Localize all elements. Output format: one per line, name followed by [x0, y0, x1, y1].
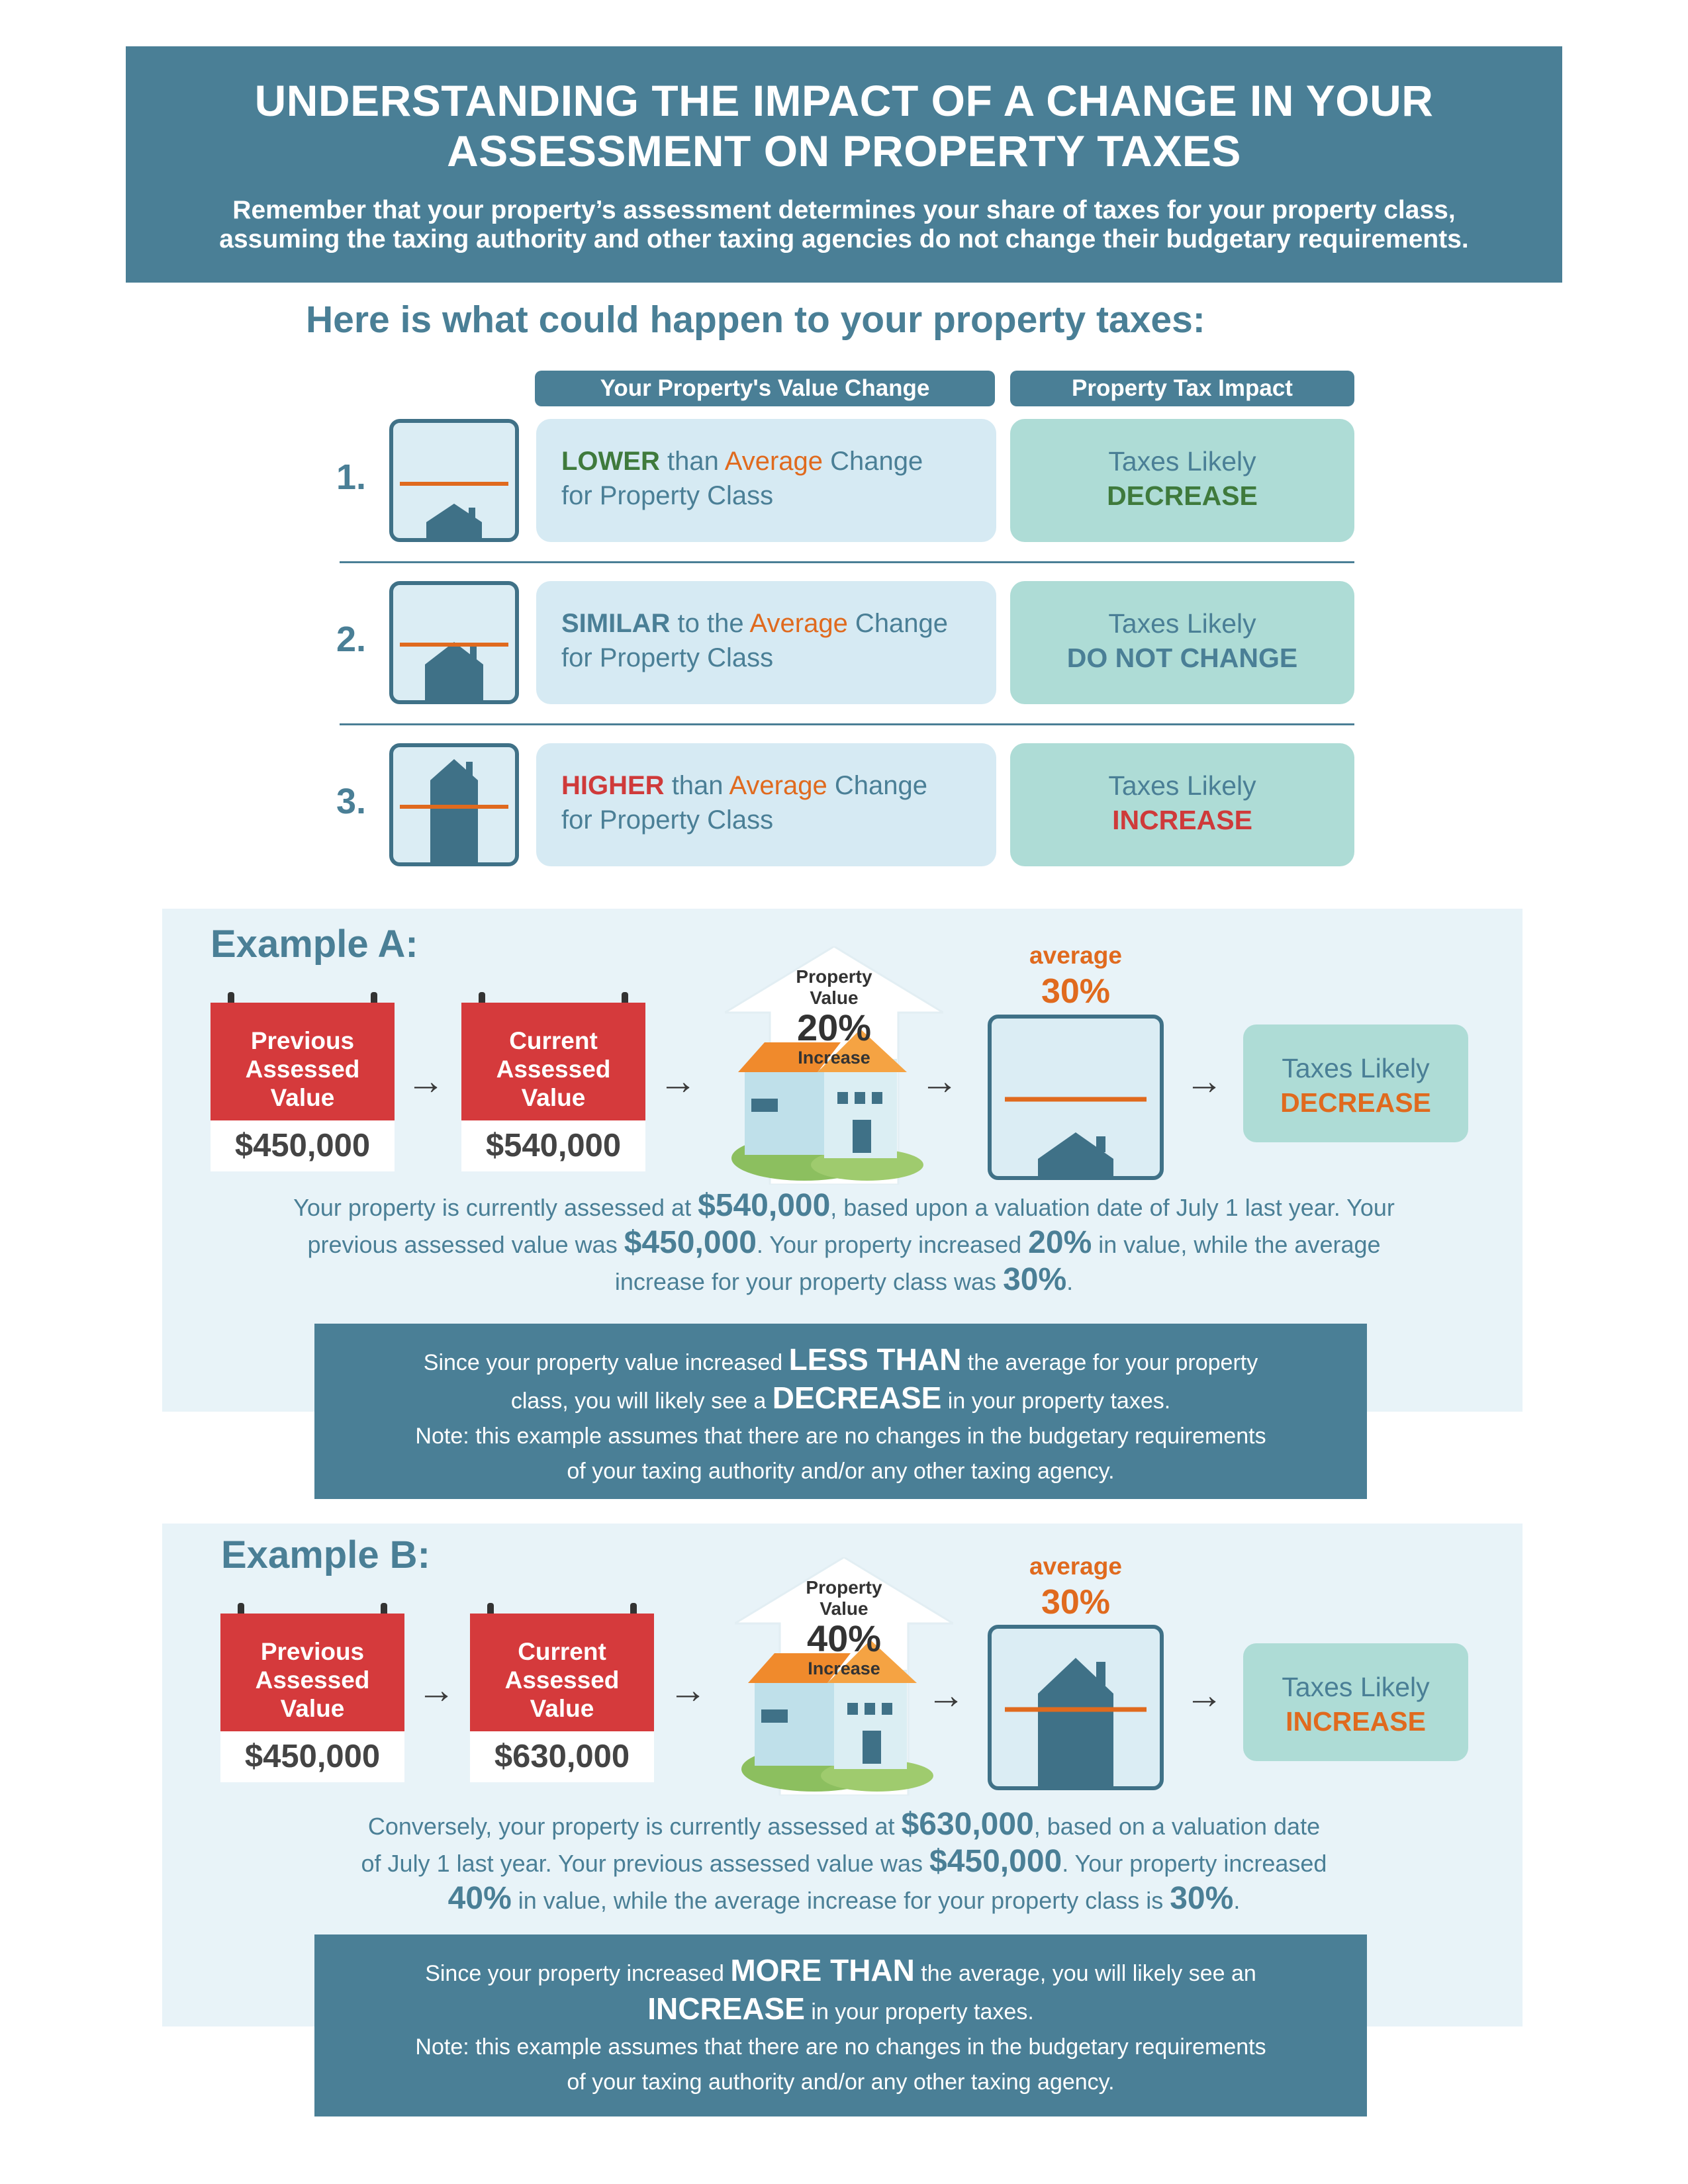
result-increase: INCREASE: [1286, 1706, 1426, 1737]
property-value-increase-graphic: [725, 946, 943, 1185]
note-emphasis: INCREASE: [647, 1991, 805, 2026]
example-b-note: [314, 1934, 1367, 2116]
calendar-header: [211, 1003, 395, 1120]
example-a-description: [199, 1188, 1489, 1299]
note-text: the average, you will likely see an: [914, 1961, 1256, 1986]
keyword-similar: SIMILAR: [561, 609, 671, 638]
para-text: .: [1066, 1268, 1074, 1295]
impact-box-3: [1010, 743, 1354, 866]
increase-label: Increase: [808, 1659, 880, 1678]
average-value: 30%: [1041, 972, 1111, 1011]
para-value: $450,000: [624, 1225, 757, 1260]
cal-label: Previous: [260, 1638, 365, 1665]
calendar-header: [470, 1614, 654, 1731]
column-header-tax-impact: Property Tax Impact: [1010, 371, 1354, 406]
para-text: increase for your property class was: [614, 1268, 1004, 1295]
change-box-3: [536, 743, 996, 866]
current-value-calendar: [461, 1003, 645, 1171]
current-value: $540,000: [461, 1120, 645, 1171]
change-text: Change: [827, 771, 927, 800]
keyword-lower: LOWER: [561, 447, 660, 476]
para-text: in value, while the average: [1092, 1231, 1381, 1258]
subtitle-line-1: Remember that your property’s assessment determines your share of taxes for your property class,: [232, 196, 1456, 224]
row-divider: [340, 561, 1354, 563]
current-value: $630,000: [470, 1731, 654, 1782]
cal-label: Assessed: [255, 1666, 370, 1694]
note-text: in your property taxes.: [941, 1388, 1171, 1414]
para-text: Conversely, your property is currently assessed at: [367, 1813, 902, 1840]
para-text: in value, while the average increase for your property class is: [511, 1887, 1170, 1914]
cal-label: Value: [280, 1695, 345, 1722]
cal-label: Previous: [250, 1027, 355, 1054]
impact-increase: INCREASE: [1112, 805, 1252, 835]
right-arrow-icon: →: [417, 1668, 455, 1711]
lower-change-house-icon: [389, 419, 519, 542]
impact-box-1: [1010, 419, 1354, 542]
header-subtitle: [165, 196, 1523, 254]
higher-change-house-icon: [389, 743, 519, 866]
impact-decrease: DECREASE: [1107, 480, 1258, 511]
impact-line-1: Taxes Likely: [1108, 770, 1256, 801]
note-text: Since your property increased: [425, 1961, 731, 1986]
note-text: Since your property value increased: [423, 1350, 789, 1375]
note-disclaimer: Note: this example assumes that there are no changes in the budgetary requirements: [415, 2034, 1266, 2060]
right-arrow-icon: →: [1185, 1674, 1223, 1717]
para-text: , based upon a valuation date of July 1 last year. Your: [830, 1194, 1395, 1221]
arrow-label: Value: [820, 1598, 868, 1619]
change-text: than: [659, 447, 725, 476]
para-value: 30%: [1170, 1881, 1234, 1916]
impact-no-change: DO NOT CHANGE: [1066, 643, 1298, 673]
result-decrease: DECREASE: [1280, 1087, 1431, 1118]
note-disclaimer: of your taxing authority and/or any other taxing agency.: [567, 2070, 1115, 2095]
note-disclaimer: Note: this example assumes that there are no changes in the budgetary requirements: [415, 1424, 1266, 1449]
note-emphasis: LESS THAN: [788, 1342, 962, 1377]
para-text: .: [1233, 1887, 1241, 1914]
para-text: . Your property increased: [1062, 1850, 1327, 1877]
cal-label: Assessed: [504, 1666, 620, 1694]
right-arrow-icon: →: [1185, 1060, 1223, 1103]
cal-label: Value: [521, 1084, 586, 1111]
para-text: Your property is currently assessed at: [293, 1194, 698, 1221]
para-value: $450,000: [929, 1844, 1062, 1879]
arrow-label: Property: [806, 1577, 882, 1598]
previous-value: $450,000: [220, 1731, 404, 1782]
example-b-title: Example B:: [221, 1533, 430, 1576]
right-arrow-icon: →: [659, 1060, 697, 1103]
previous-value-calendar: [220, 1614, 404, 1782]
right-arrow-icon: →: [927, 1674, 965, 1717]
header-banner: [126, 46, 1562, 283]
previous-value: $450,000: [211, 1120, 395, 1171]
arrow-label: Value: [810, 987, 859, 1008]
property-value-label: [725, 966, 943, 1009]
change-text: than: [664, 771, 729, 800]
property-value-label: [735, 1577, 953, 1619]
page-title: [126, 75, 1562, 176]
change-text: Change: [823, 447, 923, 476]
para-value: 40%: [447, 1881, 512, 1916]
para-text: previous assessed value was: [307, 1231, 624, 1258]
result-box-b: [1243, 1643, 1468, 1761]
impact-line-1: Taxes Likely: [1108, 608, 1256, 639]
higher-change-house-icon: [988, 1625, 1164, 1790]
calendar-header: [461, 1003, 645, 1120]
change-box-1: [536, 419, 996, 542]
title-line-2: ASSESSMENT ON PROPERTY TAXES: [447, 126, 1241, 175]
change-box-2: [536, 581, 996, 704]
note-text: in your property taxes.: [804, 1999, 1034, 2025]
right-arrow-icon: →: [920, 1060, 959, 1103]
example-a-note: [314, 1324, 1367, 1499]
subtitle-line-2: assuming the taxing authority and other taxing agencies do not change their budgetary requirements.: [219, 225, 1469, 253]
right-arrow-icon: →: [406, 1060, 445, 1103]
cal-label: Assessed: [496, 1056, 611, 1083]
average-label: average: [1029, 942, 1122, 969]
percent-increase: 20%: [796, 1007, 872, 1048]
row-number-1: 1.: [336, 457, 367, 497]
cal-label: Value: [270, 1084, 335, 1111]
column-header-value-change: Your Property's Value Change: [535, 371, 995, 406]
cal-label: Current: [518, 1638, 606, 1665]
similar-change-house-icon: [389, 581, 519, 704]
example-a-title: Example A:: [211, 923, 418, 966]
arrow-label: Property: [796, 966, 872, 987]
para-text: of July 1 last year. Your previous assessed value was: [361, 1850, 929, 1877]
keyword-higher: HIGHER: [561, 771, 665, 800]
para-value: $540,000: [698, 1188, 831, 1223]
note-emphasis: DECREASE: [772, 1381, 942, 1415]
result-box-a: [1243, 1024, 1468, 1142]
impact-line-1: Taxes Likely: [1108, 446, 1256, 477]
note-text: class, you will likely see a: [510, 1388, 773, 1414]
increase-label: Increase: [798, 1048, 870, 1068]
change-text: Change: [847, 609, 949, 638]
example-b-description: [199, 1807, 1489, 1918]
note-disclaimer: of your taxing authority and/or any other taxing agency.: [567, 1459, 1115, 1484]
result-line-1: Taxes Likely: [1282, 1672, 1430, 1702]
change-line-2: for Property Class: [561, 805, 774, 835]
row-divider: [340, 723, 1354, 725]
cal-label: Assessed: [245, 1056, 360, 1083]
average-word: Average: [724, 447, 823, 476]
average-value: 30%: [1041, 1583, 1111, 1621]
change-line-2: for Property Class: [561, 643, 774, 672]
average-label: average: [1029, 1553, 1122, 1580]
property-value-increase-graphic: [735, 1557, 953, 1796]
previous-value-calendar: [211, 1003, 395, 1171]
para-text: . Your property increased: [756, 1231, 1029, 1258]
average-word: Average: [749, 609, 848, 638]
change-text: to the: [670, 609, 750, 638]
para-value: 30%: [1003, 1262, 1067, 1297]
impact-box-2: [1010, 581, 1354, 704]
calendar-header: [220, 1614, 404, 1731]
note-text: the average for your property: [961, 1350, 1258, 1375]
current-value-calendar: [470, 1614, 654, 1782]
right-arrow-icon: →: [669, 1668, 707, 1711]
lower-change-house-icon: [988, 1015, 1164, 1180]
percent-increase: 40%: [806, 1617, 882, 1659]
result-line-1: Taxes Likely: [1282, 1053, 1430, 1083]
para-value: 20%: [1028, 1225, 1092, 1260]
scenarios-heading: Here is what could happen to your property taxes:: [306, 298, 1205, 341]
title-line-1: UNDERSTANDING THE IMPACT OF A CHANGE IN YOUR: [254, 76, 1434, 125]
row-number-2: 2.: [336, 619, 367, 659]
cal-label: Current: [509, 1027, 598, 1054]
average-word: Average: [729, 771, 827, 800]
cal-label: Value: [530, 1695, 594, 1722]
note-emphasis: MORE THAN: [730, 1953, 915, 1987]
para-text: , based on a valuation date: [1033, 1813, 1321, 1840]
row-number-3: 3.: [336, 782, 367, 821]
para-value: $630,000: [901, 1807, 1034, 1842]
change-line-2: for Property Class: [561, 481, 774, 510]
